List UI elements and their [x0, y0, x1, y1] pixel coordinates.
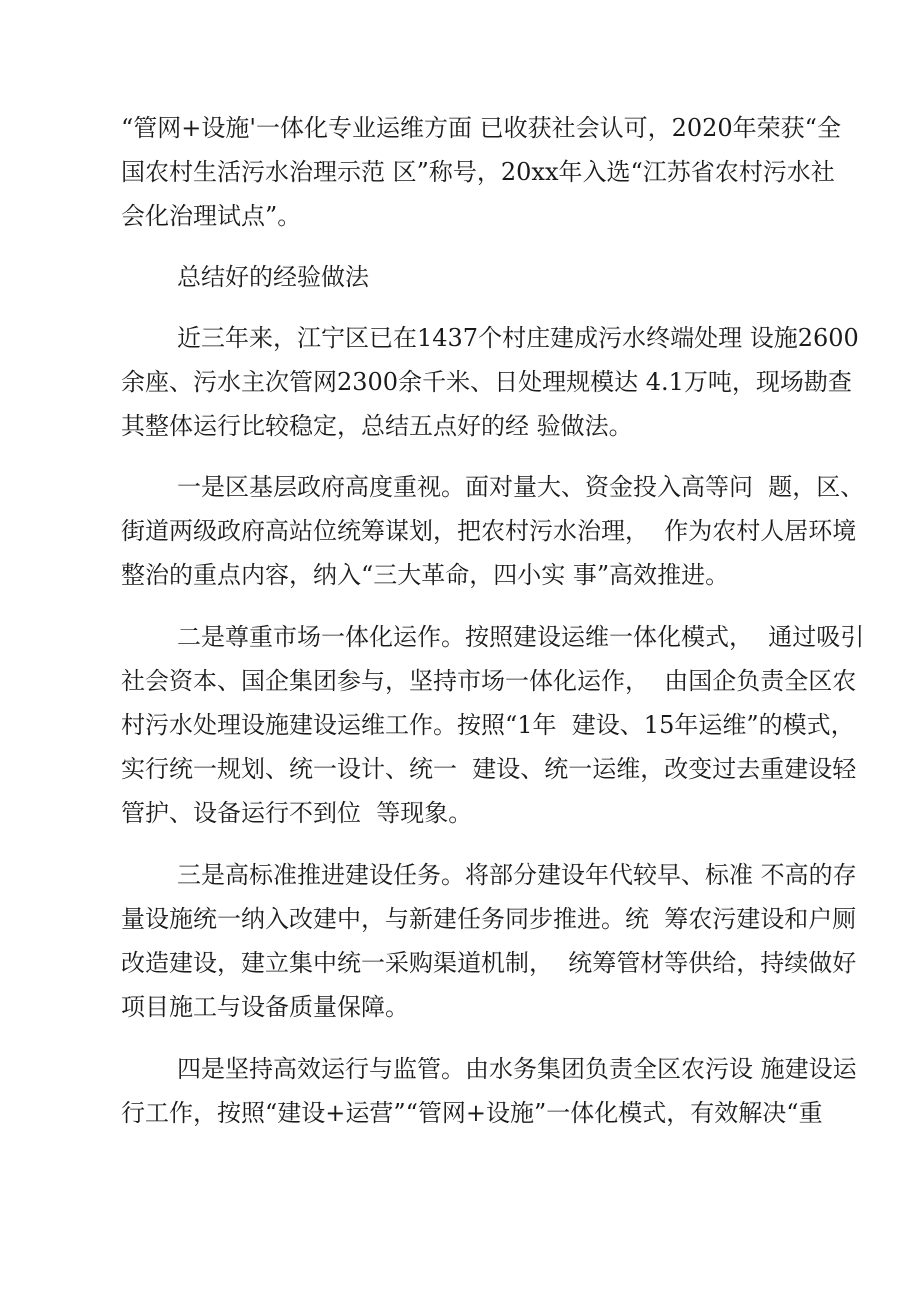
paragraph-6-line-4: 项目施工与设备质量保障。 — [121, 993, 409, 1021]
paragraph-3-line-2: 余座、污水主次管网2300余千米、日处理规模达 4.1万吨，现场勘查 — [121, 368, 852, 396]
paragraph-6-line-3: 改造建设，建立集中统一采购渠道机制， 统筹管材等供给，持续做好 — [121, 949, 857, 977]
paragraph-5-line-1: 二是尊重市场一体化运作。按照建设运维一体化模式， 通过吸引 — [177, 623, 865, 651]
paragraph-7-line-2: 行工作，按照“建设+运营”“管网+设施”一体化模式，有效解决“重 — [121, 1099, 823, 1127]
paragraph-1-line-3: 会化治理试点”。 — [121, 202, 302, 230]
paragraph-1-line-2: 国农村生活污水治理示范 区”称号，20xx年入选“江苏省农村污水社 — [121, 158, 835, 186]
paragraph-4-line-3: 整治的重点内容，纳入“三大革命，四小实 事”高效推进。 — [121, 561, 730, 589]
paragraph-1-line-1: “管网+设施'一体化专业运维方面 已收获社会认可，2020年荣获“全 — [121, 114, 841, 142]
paragraph-4-line-1: 一是区基层政府高度重视。面对量大、资金投入高等问 题，区、 — [177, 473, 865, 501]
section-heading: 总结好的经验做法 — [177, 263, 369, 291]
paragraph-5-line-5: 管护、设备运行不到位 等现象。 — [121, 799, 473, 827]
paragraph-6-line-2: 量设施统一纳入改建中，与新建任务同步推进。统 筹农污建设和户厕 — [121, 905, 857, 933]
paragraph-4-line-2: 街道两级政府高站位统筹谋划，把农村污水治理， 作为农村人居环境 — [121, 517, 857, 545]
paragraph-3-line-3: 其整体运行比较稳定，总结五点好的经 验做法。 — [121, 412, 633, 440]
paragraph-5-line-3: 村污水处理设施建设运维工作。按照“1年 建设、15年运维”的模式， — [121, 711, 855, 739]
paragraph-5-line-2: 社会资本、国企集团参与，坚持市场一体化运作， 由国企负责全区农 — [121, 667, 857, 695]
paragraph-3-line-1: 近三年来，江宁区已在1437个村庄建成污水终端处理 设施2600 — [177, 324, 859, 352]
paragraph-6-line-1: 三是高标准推进建设任务。将部分建设年代较早、标准 不高的存 — [177, 861, 857, 889]
paragraph-7-line-1: 四是坚持高效运行与监管。由水务集团负责全区农污设 施建设运 — [177, 1055, 857, 1083]
paragraph-5-line-4: 实行统一规划、统一设计、统一 建设、统一运维，改变过去重建设轻 — [121, 755, 857, 783]
